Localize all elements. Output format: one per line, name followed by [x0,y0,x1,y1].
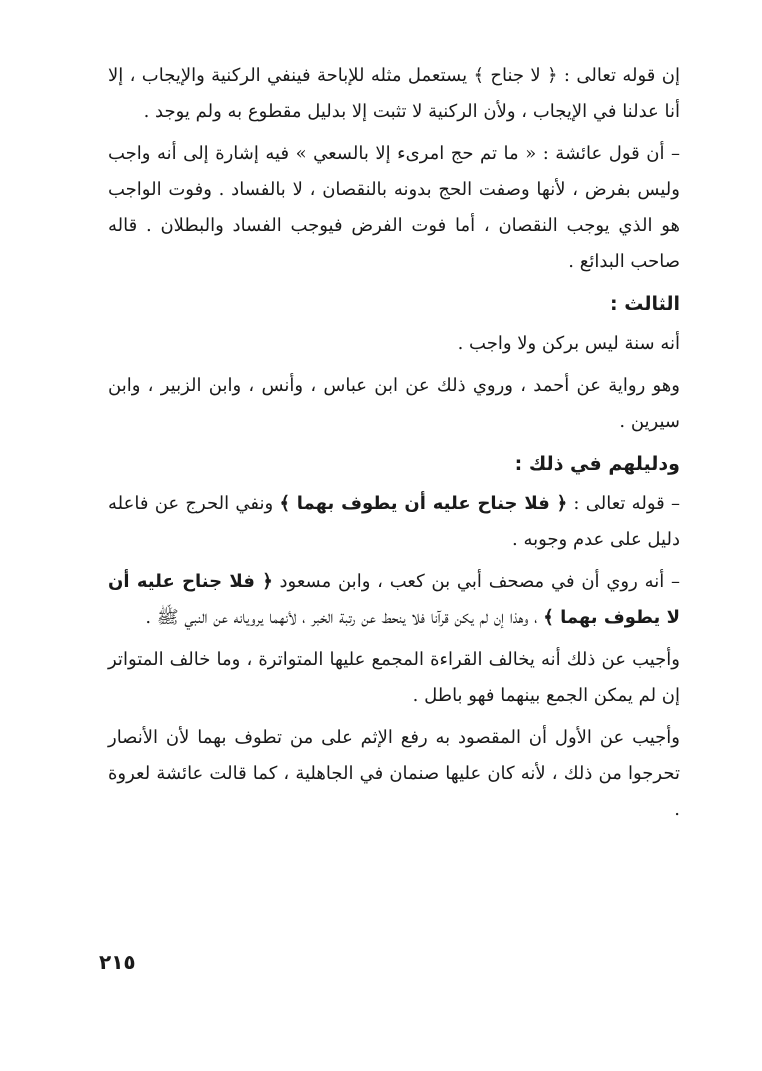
heading-their-evidence: ودليلهم في ذلك : [514,453,680,475]
heading-third-opinion: الثالث : [610,293,680,315]
page-number: ٢١٥ [99,950,136,974]
quran-quote-alla-yatawwafa: ﴿ فلا جناح عليه أن لا يطوف بهما ﴾ [108,571,680,628]
evidence-verse-rest: ونفي الحرج عن فاعله دليل على عدم وجوبه . [108,493,680,550]
paragraph-quran-la-junah: إن قوله تعالى : ﴿ لا جناح ﴾ يستعمل مثله للإباحة فينفي الركنية والإيجاب ، إلا أنا عدلنا في الإيجاب ، ولأن الركنية لا تثبت إلا بدليل مقطوع به ولم يوجد . [108,65,680,122]
quran-quote-yatawwafa: ﴿ فلا جناح عليه أن يطوف بهما ﴾ [279,493,568,514]
paragraph-evidence-verse [108,486,680,558]
paragraph-mushaf-ubayy [108,564,680,636]
paragraph-aisha-saying: – أن قول عائشة : « ما تم حج امرىء إلا بالسعي » فيه إشارة إلى أنه واجب وليس بفرض ، لأنها وصفت الحج بدونه بالنقصان ، لا بالفساد . وفوت الواجب هو الذي يوجب النقصان ، أما فوت الفرض فيوجب الفساد والبطلان . قاله صاحب البدائع . [108,143,680,272]
paragraph-response-two: وأجيب عن الأول أن المقصود به رفع الإثم على من تطوف بهما لأن الأنصار تحرجوا من ذلك ، لأنه كان عليها صنمان في الجاهلية ، كما قالت عائشة لعروة . [108,727,680,820]
page-body [108,58,680,828]
paragraph-narrators: وهو رواية عن أحمد ، وروي ذلك عن ابن عباس ، وأنس ، وابن الزبير ، وابن سيرين . [108,375,680,432]
evidence-verse-intro: – قوله تعالى : [567,493,680,514]
paragraph-sunnah: أنه سنة ليس بركن ولا واجب . [457,333,680,354]
paragraph-response-one: وأجيب عن ذلك أنه يخالف القراءة المجمع عليها المتواترة ، وما خالف المتواتر إن لم يمكن الجمع بينهما فهو باطل . [108,649,680,706]
mushaf-rest: ، وهذا إن لم يكن قرآنا فلا ينحط عن رتبة الخبر ، لأنهما يرويانه عن النبي ﷺ . [145,607,544,628]
mushaf-intro: – أنه روي أن في مصحف أبي بن كعب ، وابن مسعود [272,571,680,592]
